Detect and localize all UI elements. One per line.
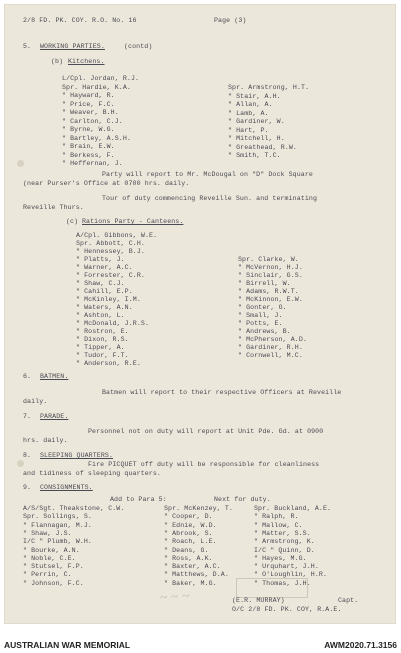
- personnel-name: " Matter, S.S.: [254, 529, 311, 537]
- personnel-name: " Gardiner, R.H.: [238, 344, 303, 351]
- personnel-name: " Gonter, G.: [238, 304, 287, 311]
- personnel-name: " Small, J.: [238, 312, 283, 319]
- personnel-name: " Johnson, F.C.: [23, 579, 84, 587]
- personnel-name: " Stutsel, F.P.: [23, 563, 84, 571]
- personnel-name: " Noble, C.E.: [23, 554, 76, 562]
- signature-unit: O/C 2/8 FD. PK. COY, R.A.E.: [232, 606, 342, 613]
- personnel-name: " Byrne, W.G.: [62, 126, 115, 133]
- personnel-name: " Bartley, A.S.H.: [62, 134, 131, 142]
- personnel-name: " Armstrong, K.: [254, 538, 315, 546]
- personnel-name: Spr. Abbott, C.H.: [76, 240, 145, 247]
- subsection-label: (c): [66, 218, 79, 225]
- parade-instruction-1: Personnel not on duty will report at Unit Pde. Gd. at 0900: [88, 428, 324, 435]
- sleeping-quarters-1: Fire PICQUET off duty will be responsible for cleanliness: [88, 461, 320, 468]
- section-title: BATMEN.: [40, 373, 69, 380]
- punch-hole: [17, 160, 24, 167]
- personnel-name: " Rostron, E.: [76, 328, 129, 335]
- punch-hole: [17, 460, 24, 467]
- section-number: 6.: [23, 373, 32, 380]
- personnel-name: Spr. Sollings, S.: [23, 513, 92, 521]
- personnel-name: " Anderson, R.E.: [76, 360, 141, 367]
- personnel-name: " Carlton, C.J.: [62, 117, 123, 125]
- kitchen-instruction-1: Party will report to Mr. McDougal on "D" Dock Square: [102, 171, 313, 178]
- header-page: Page (3): [214, 17, 247, 24]
- personnel-name: " Hart, P.: [228, 126, 269, 134]
- subsection-title: Kitchens.: [68, 58, 105, 65]
- personnel-name: " Sinclair, G.S.: [238, 272, 303, 279]
- personnel-name: " Hayes, M.G.: [254, 554, 307, 562]
- personnel-name: " Andrews, B.: [238, 328, 291, 335]
- personnel-name: " Thomas, J.H.: [254, 579, 311, 587]
- personnel-name: Spr. Armstrong, H.T.: [228, 84, 310, 91]
- section-title: PARADE.: [40, 413, 69, 420]
- personnel-name: L/Cpl. Jordan, R.J.: [62, 75, 140, 82]
- next-for-duty-label: Next for duty.: [214, 496, 271, 503]
- personnel-name: " Cornwell, M.C.: [238, 352, 303, 359]
- section-contd: (contd): [124, 43, 153, 50]
- personnel-name: " Price, F.C.: [62, 100, 115, 108]
- signature-rank: Capt.: [338, 597, 359, 604]
- personnel-name: " Ednie, W.D.: [164, 521, 217, 529]
- personnel-name: " Heffernan, J.: [62, 160, 123, 167]
- batmen-instruction-2: daily.: [23, 398, 48, 405]
- personnel-name: " Brain, E.W.: [62, 143, 115, 150]
- faint-handwriting: ~ ~ ~: [159, 588, 191, 607]
- personnel-name: " Ross, A.K.: [164, 554, 213, 562]
- personnel-name: " Potts, E.: [238, 320, 283, 327]
- personnel-name: A/S/Sgt. Theakstone, C.W.: [23, 505, 125, 512]
- section-title: SLEEPING QUARTERS.: [40, 452, 114, 459]
- personnel-name: " Lamb, A.: [228, 109, 269, 117]
- personnel-name: " Waters, A.N.: [76, 304, 133, 311]
- personnel-name: " Tipper, A.: [76, 344, 125, 351]
- personnel-name: Spr. Buckland, A.E.: [254, 505, 332, 512]
- personnel-name: " Hennessey, B.J.: [76, 248, 145, 255]
- personnel-name: Spr. Hardie, K.A.: [62, 83, 131, 91]
- section-number: 7.: [23, 413, 32, 420]
- personnel-name: " Deans, G.: [164, 546, 209, 554]
- tour-of-duty-1: Tour of duty commencing Reveille Sun. and terminating: [102, 195, 318, 202]
- personnel-name: " O'Loughlin, H.R.: [254, 571, 328, 579]
- personnel-name: Spr. Clarke, W.: [238, 256, 299, 263]
- personnel-name: " McVernon, H.J.: [238, 264, 303, 271]
- header-unit: 2/8 FD. PK. COY. R.O. No. 16: [23, 17, 137, 24]
- signature-name: (E.R. MURRAY): [232, 597, 285, 604]
- personnel-name: " Greathead, R.W.: [228, 143, 297, 151]
- personnel-name: " Urquhart, J.H.: [254, 563, 319, 571]
- personnel-name: " Weaver, B.H.: [62, 109, 119, 116]
- personnel-name: " Shaw, C.J.: [76, 280, 125, 287]
- archive-reference: AWM2020.71.3156: [324, 640, 397, 650]
- subsection-title: Rations Party - Canteens.: [82, 218, 184, 225]
- personnel-name: " Platts, J.: [76, 256, 125, 263]
- personnel-name: " McKinley, I.M.: [76, 296, 141, 303]
- personnel-name: I/C " Plumb, W.H.: [23, 538, 92, 546]
- batmen-instruction-1: Batmen will report to their respective Officers at Reveille: [102, 389, 342, 396]
- personnel-name: " Dixon, R.S.: [76, 336, 129, 343]
- sleeping-quarters-2: and tidiness of sleeping quarters.: [23, 470, 161, 477]
- personnel-name: A/Cpl. Gibbons, W.E.: [76, 232, 158, 239]
- personnel-name: " Perrin, C.: [23, 571, 72, 579]
- personnel-name: " Mallow, C.: [254, 521, 303, 529]
- section-number: 9.: [23, 484, 32, 491]
- personnel-name: " Cahill, E.P.: [76, 288, 133, 295]
- personnel-name: " Hayward, R.: [62, 92, 115, 99]
- personnel-name: " Forrester, C.R.: [76, 272, 145, 279]
- personnel-name: " Matthews, D.A.: [164, 571, 229, 579]
- personnel-name: " Warner, A.C.: [76, 264, 133, 271]
- personnel-name: " Ashton, L.: [76, 312, 125, 319]
- personnel-name: Spr. McKenzey, T.: [164, 505, 233, 512]
- personnel-name: " McKinnon, E.W.: [238, 296, 303, 303]
- kitchen-instruction-2: (near Purser's Office at 0700 hrs. daily.: [23, 180, 190, 187]
- personnel-name: " McPherson, A.D.: [238, 336, 307, 343]
- personnel-name: " Adams, R.W.T.: [238, 288, 299, 295]
- add-to-para-label: Add to Para 5:: [110, 496, 167, 503]
- section-title: CONSIGNMENTS.: [40, 484, 93, 491]
- personnel-name: " Birrell, W.: [238, 280, 291, 287]
- tour-of-duty-2: Reveille Thurs.: [23, 204, 84, 211]
- section-number: 8.: [23, 452, 32, 459]
- subsection-label: (b): [51, 58, 64, 65]
- personnel-name: " Abrook, S.: [164, 529, 213, 537]
- section-title: WORKING PARTIES.: [40, 43, 105, 50]
- personnel-name: " Allan, A.: [228, 101, 273, 108]
- personnel-name: " Stair, A.H.: [228, 92, 281, 100]
- section-number: 5.: [23, 43, 32, 50]
- personnel-name: " Berkess, F.: [62, 151, 115, 159]
- personnel-name: " Roach, L.E.: [164, 538, 217, 546]
- personnel-name: " Shaw, J.S.: [23, 529, 72, 537]
- personnel-name: " Tudor, F.T.: [76, 352, 129, 359]
- parade-instruction-2: hrs. daily.: [23, 437, 68, 444]
- personnel-name: " Ralph, R.: [254, 513, 299, 521]
- personnel-name: " McDonald, J.R.S.: [76, 320, 150, 327]
- personnel-name: " Bourke, A.N.: [23, 546, 80, 554]
- personnel-name: " Flannagan, M.J.: [23, 521, 92, 529]
- personnel-name: I/C " Quinn, D.: [254, 546, 315, 554]
- personnel-name: " Smith, T.C.: [228, 152, 281, 159]
- archive-caption: AUSTRALIAN WAR MEMORIAL: [4, 640, 131, 650]
- personnel-name: " Mitchell, H.: [228, 135, 285, 142]
- personnel-name: " Cooper, D.: [164, 513, 213, 521]
- personnel-name: " Baxter, A.C.: [164, 563, 221, 571]
- faint-stamp: [236, 578, 308, 598]
- personnel-name: " Baker, M.G.: [164, 579, 217, 587]
- personnel-name: " Gardiner, W.: [228, 118, 285, 125]
